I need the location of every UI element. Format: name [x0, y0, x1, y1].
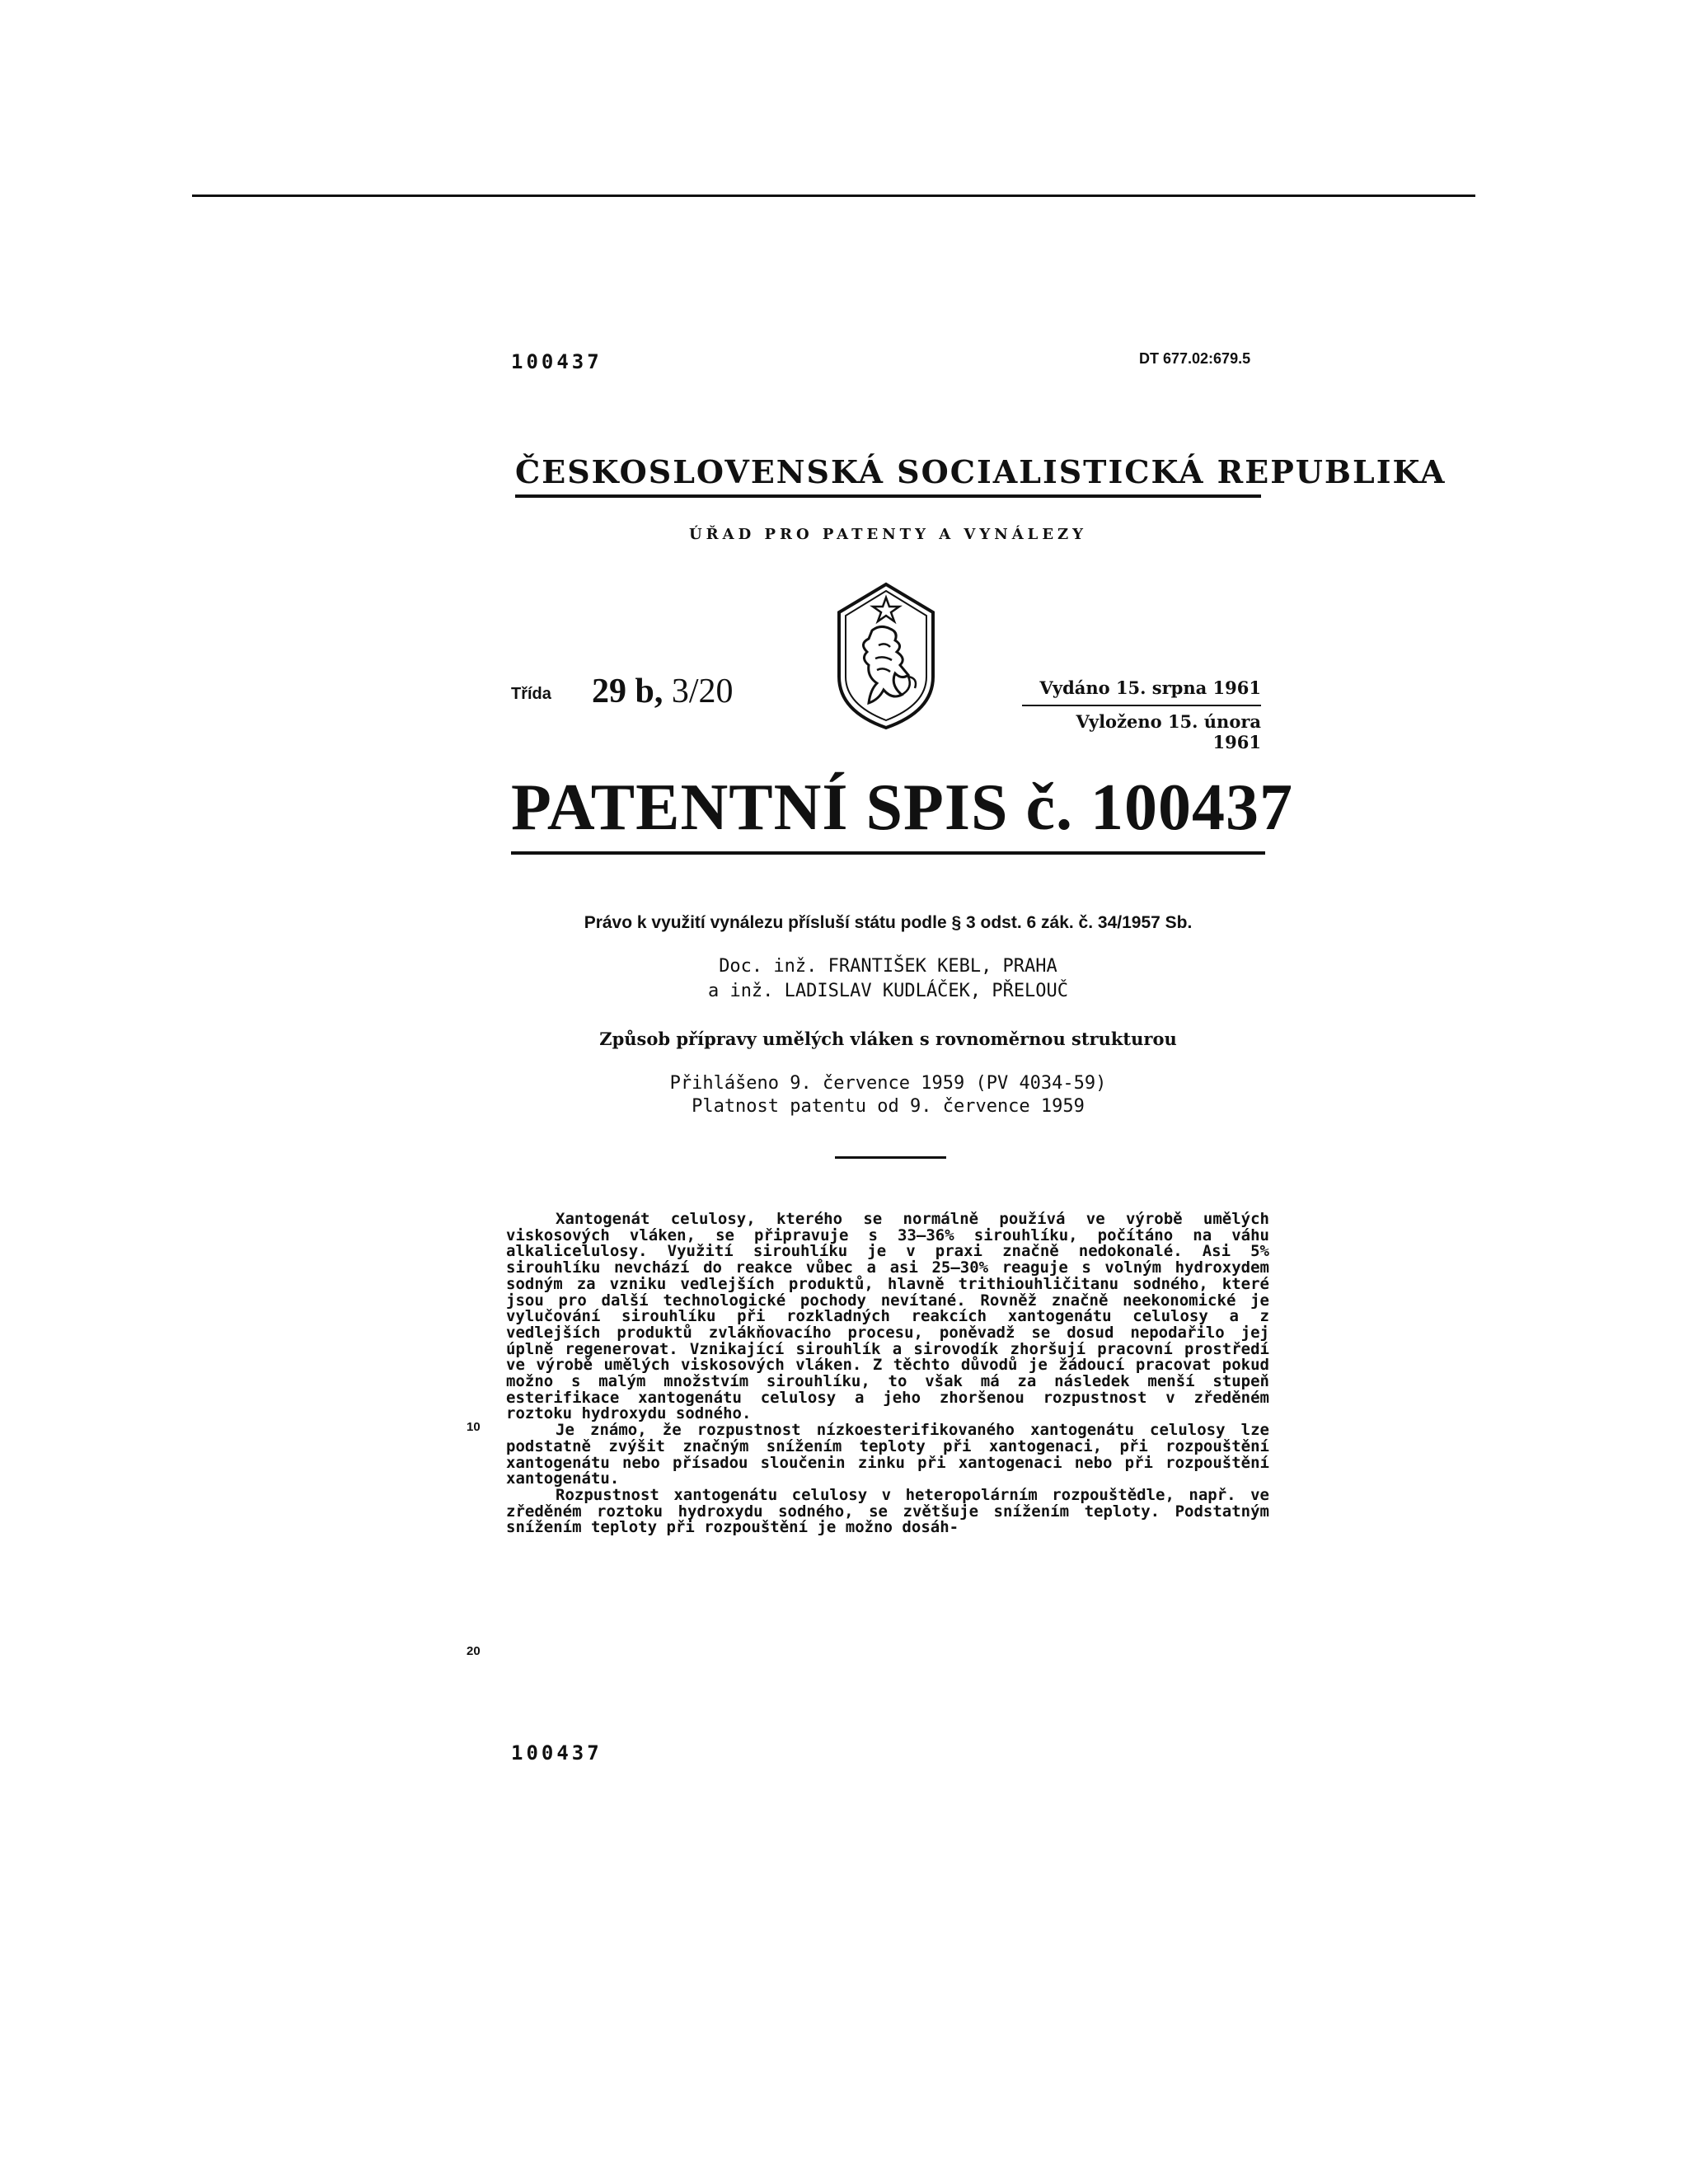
issued-date: Vydáno 15. srpna 1961 [1022, 677, 1261, 706]
state-heading-rule [515, 494, 1261, 498]
patent-body-text [506, 1212, 1269, 1536]
footer-document-number: 100437 [511, 1741, 603, 1765]
patent-title-rule [511, 851, 1265, 855]
filing-date: Přihlášeno 9. července 1959 (PV 4034-59) [669, 1073, 1107, 1094]
published-date: Vyloženo 15. února 1961 [1076, 711, 1261, 752]
top-rule [192, 194, 1475, 197]
body-paragraph-1: Xantogenát celulosy, kterého se normálně používá ve výrobě umělých viskosových vláken, se připravuje s 33—36% sirouhlíku, počítáno na váhu alkalicelulosy. Využití sirouhlíku je v praxi značně nedokonalé. Asi 5% sirouhlíku nevchází do reakce vůbec a asi 25—30% reaguje s volným hydroxydem sodným za vzniku vedlejších produktů, hlavně trithiouhličitanu sodného, které jsou pro další technologické pochody nevítané. Rovněž značně neekonomické je vylučování sirouhlíku při rozkladných reakcích xantogenátu celulosy a z vedlejších produktů zvlákňovacího procesu, poněvadž se dosud nepodařilo jej úplně regenerovat. Vznikající sirouhlík a sirovodík zhoršují pracovní prostředí ve výrobě umělých viskosových vláken. Z těchto důvodů je žádoucí pracovat pokud možno s malým množstvím sirouhlíku, to však má za následek menší stupeň esterifikace xantogenátu celulosy a jeho zhoršenou rozpustnost v zředěném roztoku hydroxydu sodného. [506, 1210, 1269, 1423]
patent-class-sub: 3/20 [671, 673, 734, 710]
coat-of-arms-icon [832, 579, 940, 732]
patent-title: PATENTNÍ SPIS č. 100437 [511, 771, 1294, 844]
rights-statement: Právo k využití vynálezu přísluší státu podle § 3 odst. 6 zák. č. 34/1957 Sb. [584, 913, 1193, 932]
patent-class-main: 29 b, [592, 673, 663, 710]
patent-office-name: ÚŘAD PRO PATENTY A VYNÁLEZY [688, 526, 1088, 543]
invention-subject: Způsob přípravy umělých vláken s rovnoměrnou strukturou [599, 1029, 1177, 1049]
dt-classification-code: DT 677.02:679.5 [1139, 350, 1251, 367]
inventor-line-1: Doc. inž. FRANTIŠEK KEBL, PRAHA [719, 956, 1057, 977]
class-label: Třída [511, 685, 551, 703]
document-number: 100437 [511, 350, 603, 373]
publication-dates [1022, 677, 1261, 752]
patent-class [592, 672, 734, 711]
section-divider [835, 1156, 946, 1159]
state-name-heading: ČESKOSLOVENSKÁ SOCIALISTICKÁ REPUBLIKA [515, 453, 1447, 490]
body-paragraph-2: Je známo, že rozpustnost nízkoesterifikovaného xantogenátu celulosy lze podstatně zvýšit značným snížením teploty při xantogenaci, při rozpouštění xantogenátu nebo přísadou sloučenin zinku při xantogenaci nebo při rozpouštění xantogenátu. [506, 1421, 1269, 1488]
state-emblem [832, 579, 940, 732]
body-paragraph-3: Rozpustnost xantogenátu celulosy v heteropolárním rozpouštědle, např. ve zředěném roztoku hydroxydu sodného, se zvětšuje snížením teploty. Podstatným snížením teploty při rozpouštění je možno dosáh- [506, 1485, 1269, 1537]
line-number-20: 20 [467, 1644, 481, 1658]
validity-date: Platnost patentu od 9. července 1959 [692, 1096, 1085, 1117]
line-number-10: 10 [467, 1420, 481, 1434]
inventor-line-2: a inž. LADISLAV KUDLÁČEK, PŘELOUČ [707, 981, 1069, 1001]
